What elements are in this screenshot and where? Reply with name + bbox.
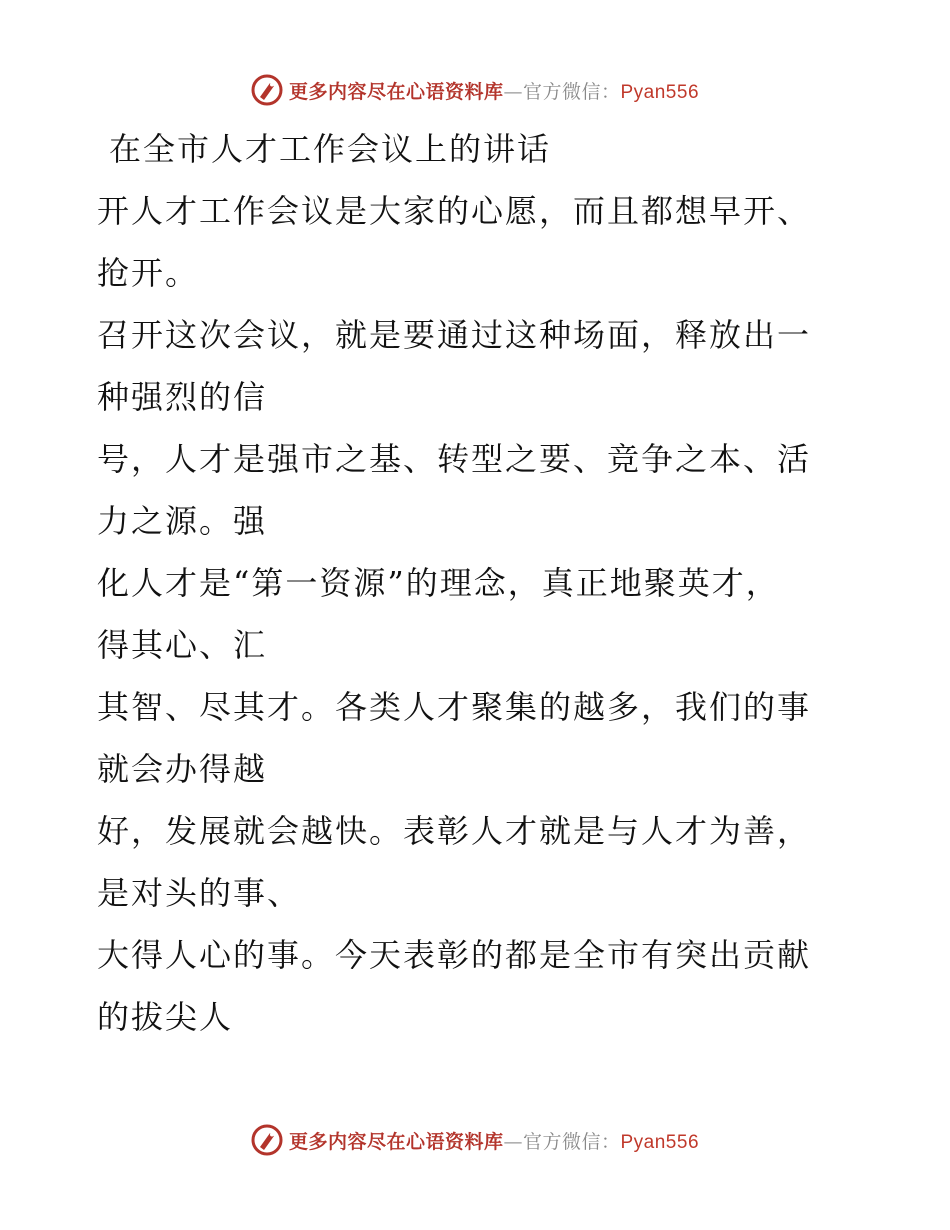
header-banner-wechat-id: Pyan556 (620, 81, 700, 103)
text-line-4: 种强烈的信 (97, 378, 268, 416)
footer-banner-inner (251, 1124, 699, 1156)
text-line-8: 得其心、汇 (97, 626, 268, 664)
text-line-3: 召开这次会议，就是要通过这种场面，释放出一 (97, 316, 812, 354)
pen-nib-logo-icon (251, 74, 283, 106)
header-banner-main: 更多内容尽在心语资料库 (288, 80, 504, 103)
header-banner-wechat-label: 官方微信： (522, 80, 621, 103)
text-line-10: 就会办得越 (97, 750, 268, 788)
footer-banner-text (289, 1127, 699, 1154)
header-banner-text (289, 77, 699, 104)
text-line-9: 其智、尽其才。各类人才聚集的越多，我们的事 (97, 688, 812, 726)
text-line-5: 号，人才是强市之基、转型之要、竞争之本、活 (97, 440, 812, 478)
text-line-13: 大得人心的事。今天表彰的都是全市有突出贡献 (97, 936, 812, 974)
footer-banner-separator: — (503, 1130, 523, 1153)
footer-banner-wechat-id: Pyan556 (620, 1131, 700, 1153)
header-banner-inner (251, 74, 699, 106)
header-banner (0, 70, 950, 110)
document-title: 在全市人才工作会议上的讲话 (109, 130, 552, 168)
footer-banner-wechat-label: 官方微信： (522, 1130, 621, 1153)
text-line-12: 是对头的事、 (97, 874, 302, 912)
header-banner-separator: — (503, 80, 523, 103)
text-line-2: 抢开。 (97, 254, 200, 292)
text-line-11: 好，发展就会越快。表彰人才就是与人才为善， (97, 812, 812, 850)
footer-banner-main: 更多内容尽在心语资料库 (288, 1130, 504, 1153)
pen-nib-logo-icon (251, 1124, 283, 1156)
text-line-14: 的拔尖人 (97, 998, 234, 1036)
text-line-6: 力之源。强 (97, 502, 268, 540)
footer-banner (0, 1120, 950, 1160)
document-body (97, 118, 837, 1048)
text-line-1: 开人才工作会议是大家的心愿，而且都想早开、 (97, 192, 812, 230)
text-line-7: 化人才是“第一资源”的理念，真正地聚英才， (97, 564, 780, 602)
